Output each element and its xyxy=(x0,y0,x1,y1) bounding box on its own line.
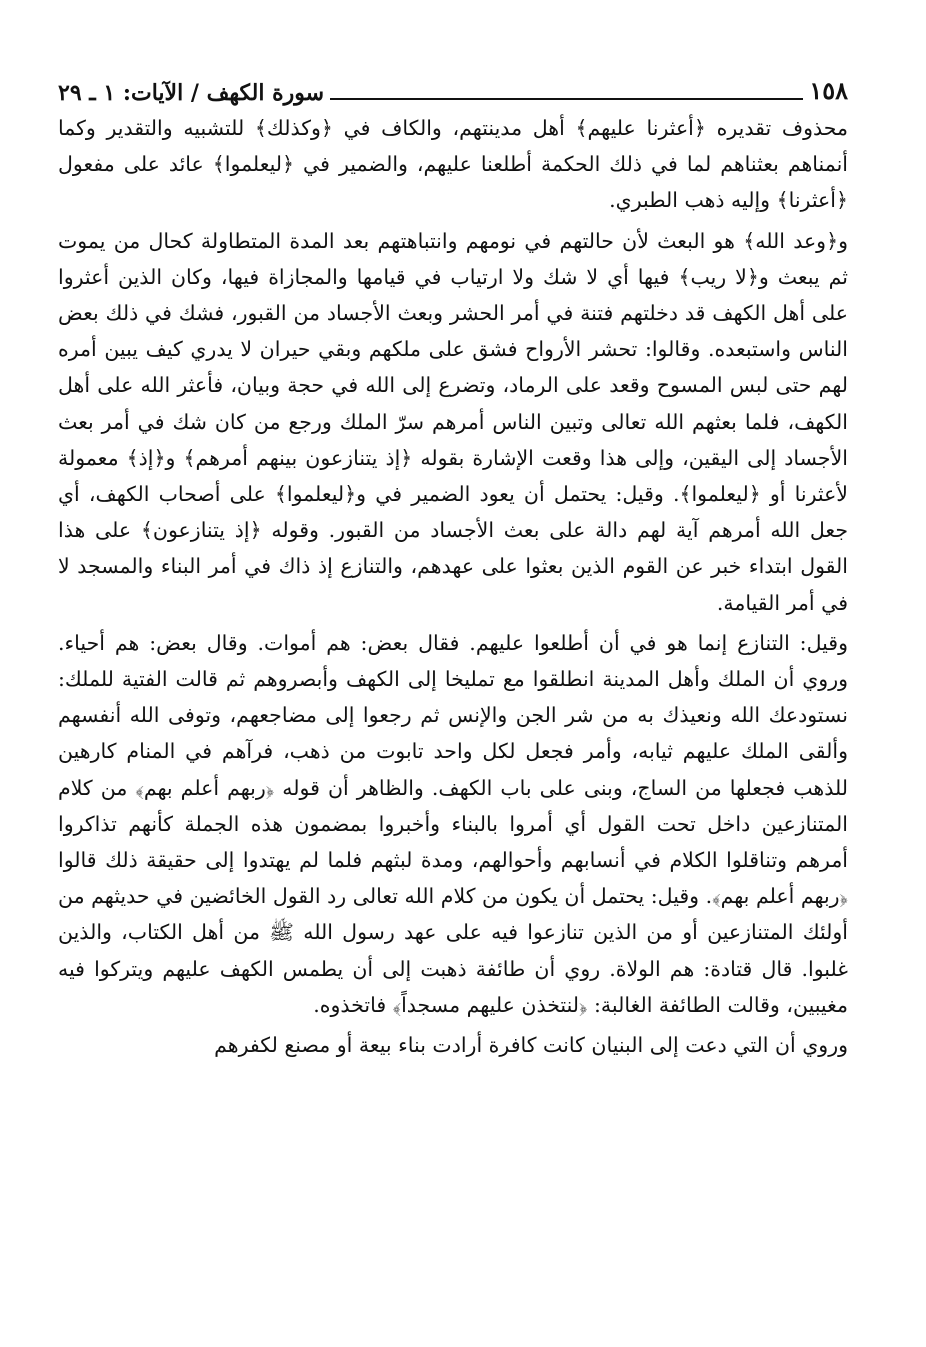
page-number: ١٥٨ xyxy=(809,76,848,106)
book-page xyxy=(58,66,848,1067)
body-text xyxy=(58,110,848,1063)
running-header xyxy=(58,66,848,106)
header-rule xyxy=(330,98,803,100)
chapter-title: سورة الكهف / الآيات: ١ ـ ٢٩ xyxy=(58,79,325,106)
paragraph-2: و﴿وعد الله﴾ هو البعث لأن حالتهم في نومهم وانتباهتهم بعد المدة المتطاولة كحال من يموت ثم يبعث و﴿لا ريب﴾ فيها أي لا شك ولا ارتياب في قيامها والمجازاة فيها، وكان الذين أعثروا على أهل الكهف قد دخلتهم فتنة في أمر الحشر وبعث الأجساد من القبور، فشك في ذلك بعض الناس واستبعده. وقالوا: تحشر الأرواح فشق على ملكهم وبقي حيران لا يدري كيف يبين أمره لهم حتى لبس المسوح وقعد على الرماد، وتضرع إلى الله في حجة وبيان، فأعثر الله على أهل الكهف، فلما بعثهم الله تعالى وتبين الناس أمرهم سرّ الملك ورجع من كان شك في أمر بعث الأجساد إلى اليقين، وإلى هذا وقعت الإشارة بقوله ﴿إذ يتنازعون بينهم أمرهم﴾ و﴿إذ﴾ معمولة لأعثرنا أو ﴿ليعلموا﴾. وقيل: يحتمل أن يعود الضمير في و﴿ليعلموا﴾ على أصحاب الكهف، أي جعل الله أمرهم آية لهم دالة على بعث الأجساد من القبور. وقوله ﴿إذ يتنازعون﴾ على هذا القول ابتداء خبر عن القوم الذين بعثوا على عهدهم، والتنازع إذ ذاك في أمر البناء والمسجد لا في أمر القيامة. xyxy=(58,228,848,615)
paragraph-3: وقيل: التنازع إنما هو في أن أطلعوا عليهم. فقال بعض: هم أموات. وقال بعض: هم أحياء. وروي أن الملك وأهل المدينة انطلقوا مع تمليخا إلى الكهف وأبصروهم ثم قالت الفتية للملك: نستودعك الله ونعيذك به من شر الجن والإنس ثم رجعوا إلى مضاجعهم، وتوفى الله أنفسهم وألقى الملك عليهم ثيابه، وأمر فجعل لكل واحد تابوت من ذهب، فرآهم في المنام كارهين للذهب فجعلها من الساج، وبنى على باب الكهف. والظاهر أن قوله ﴿ربهم أعلم بهم﴾ من كلام المتنازعين داخل تحت القول أي أمروا بالبناء وأخبروا بمضمون هذه الجملة كأنهم تذاكروا أمرهم وتناقلوا الكلام في أنسابهم وأحوالهم، ومدة لبثهم فلما لم يهتدوا إلى حقيقة ذلك قالوا ﴿ربهم أعلم بهم﴾. وقيل: يحتمل أن يكون من كلام الله تعالى رد القول الخائضين في حديثهم من أولئك المتنازعين أو من الذين تنازعوا فيه على عهد رسول الله ﷺ من أهل الكتاب، والذين غلبوا. قال قتادة: هم الولاة. روي أن طائفة ذهبت إلى أن يطمس الكهف عليهم ويتركوا فيه مغيبين، وقالت الطائفة الغالبة: ﴿لنتخذن عليهم مسجداً﴾ فاتخذوه. xyxy=(58,630,848,1017)
paragraph-4: وروي أن التي دعت إلى البنيان كانت كافرة أرادت بناء بيعة أو مصنع لكفرهم xyxy=(214,1033,848,1058)
paragraph-1: محذوف تقديره ﴿أعثرنا عليهم﴾ أهل مدينتهم، والكاف في ﴿وكذلك﴾ للتشبيه والتقدير وكما أنمناهم بعثناهم لما في ذلك الحكمة أطلعنا عليهم، والضمير في ﴿ليعلموا﴾ عائد على مفعول ﴿أعثرنا﴾ وإليه ذهب الطبري. xyxy=(58,116,848,213)
